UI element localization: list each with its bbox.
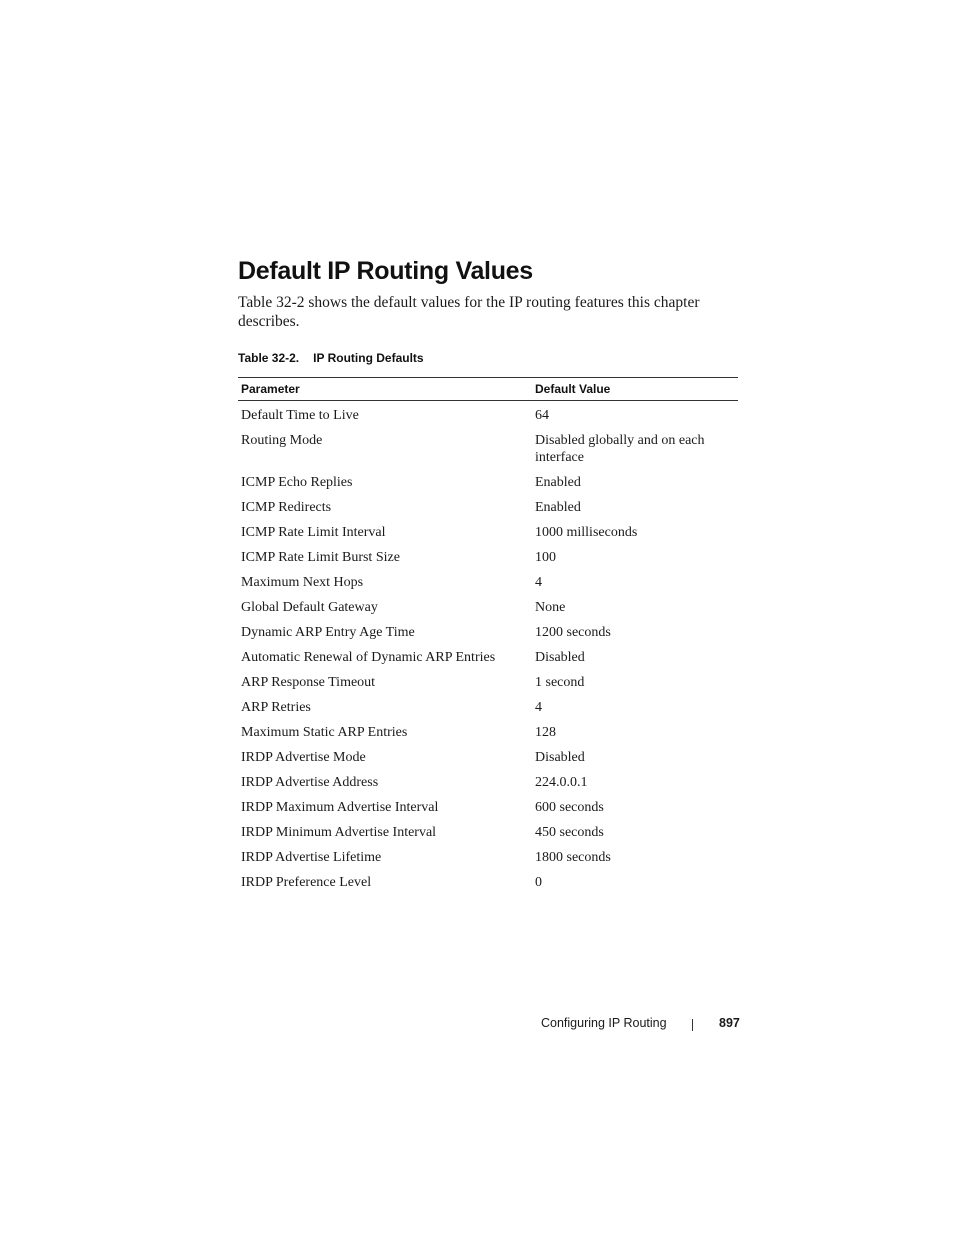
table-row bbox=[238, 429, 738, 471]
table-body bbox=[238, 401, 738, 896]
table-row bbox=[238, 596, 738, 621]
table-caption-label: Table 32-2. bbox=[238, 351, 300, 365]
row-parameter: Global Default Gateway bbox=[241, 600, 378, 615]
page-number: 897 bbox=[719, 1016, 740, 1030]
row-parameter: IRDP Preference Level bbox=[241, 875, 372, 890]
header-parameter: Parameter bbox=[241, 382, 300, 396]
header-default-value: Default Value bbox=[535, 382, 611, 396]
row-parameter: IRDP Advertise Lifetime bbox=[241, 850, 382, 865]
table-row bbox=[238, 846, 738, 871]
table-row bbox=[238, 621, 738, 646]
row-parameter: ICMP Rate Limit Interval bbox=[241, 525, 386, 540]
table-row bbox=[238, 496, 738, 521]
row-default-value: 4 bbox=[535, 700, 542, 715]
table-row bbox=[238, 696, 738, 721]
row-parameter: IRDP Minimum Advertise Interval bbox=[241, 825, 437, 840]
table-row bbox=[238, 746, 738, 771]
row-default-value: 64 bbox=[535, 408, 549, 423]
row-parameter: IRDP Advertise Address bbox=[241, 775, 379, 790]
row-default-value: 0 bbox=[535, 875, 542, 890]
row-parameter: ICMP Redirects bbox=[241, 500, 332, 515]
table-header bbox=[238, 377, 738, 401]
row-parameter: ICMP Rate Limit Burst Size bbox=[241, 550, 400, 565]
row-default-value: Disabled bbox=[535, 650, 585, 665]
row-default-value: Disabled bbox=[535, 750, 585, 765]
row-default-value: None bbox=[535, 600, 566, 615]
table-row bbox=[238, 796, 738, 821]
row-default-value: Enabled bbox=[535, 475, 581, 490]
row-parameter: Maximum Next Hops bbox=[241, 575, 364, 590]
row-parameter: Routing Mode bbox=[241, 433, 323, 448]
row-default-value: Disabled globally and on each interface bbox=[535, 433, 705, 465]
table-row bbox=[238, 721, 738, 746]
row-default-value: 128 bbox=[535, 725, 556, 740]
table-row bbox=[238, 771, 738, 796]
row-parameter: ARP Response Timeout bbox=[241, 675, 376, 690]
row-parameter: Dynamic ARP Entry Age Time bbox=[241, 625, 415, 640]
table-row bbox=[238, 871, 738, 896]
table-row bbox=[238, 821, 738, 846]
row-default-value: 100 bbox=[535, 550, 556, 565]
row-default-value: 4 bbox=[535, 575, 542, 590]
row-default-value: 1200 seconds bbox=[535, 625, 611, 640]
row-parameter: ARP Retries bbox=[241, 700, 311, 715]
table-caption-title: IP Routing Defaults bbox=[313, 351, 424, 365]
row-default-value: 450 seconds bbox=[535, 825, 604, 840]
table-row bbox=[238, 404, 738, 429]
table-row bbox=[238, 671, 738, 696]
page-footer bbox=[541, 1015, 741, 1035]
table-row bbox=[238, 521, 738, 546]
row-parameter: Maximum Static ARP Entries bbox=[241, 725, 408, 740]
table-caption bbox=[238, 350, 424, 366]
row-parameter: ICMP Echo Replies bbox=[241, 475, 353, 490]
table-row bbox=[238, 571, 738, 596]
ip-routing-defaults-table bbox=[238, 377, 738, 896]
row-parameter: Default Time to Live bbox=[241, 408, 359, 423]
row-parameter: IRDP Advertise Mode bbox=[241, 750, 366, 765]
row-default-value: 224.0.0.1 bbox=[535, 775, 588, 790]
row-default-value: Enabled bbox=[535, 500, 581, 515]
table-row bbox=[238, 646, 738, 671]
page-title: Default IP Routing Values bbox=[238, 257, 533, 285]
row-parameter: Automatic Renewal of Dynamic ARP Entries bbox=[241, 650, 496, 665]
footer-divider bbox=[692, 1019, 693, 1031]
row-default-value: 1 second bbox=[535, 675, 585, 690]
row-default-value: 600 seconds bbox=[535, 800, 604, 815]
footer-section-title: Configuring IP Routing bbox=[541, 1016, 667, 1030]
table-row bbox=[238, 471, 738, 496]
intro-paragraph: Table 32-2 shows the default values for the IP routing features this chapter describes. bbox=[238, 294, 700, 330]
row-default-value: 1800 seconds bbox=[535, 850, 611, 865]
row-parameter: IRDP Maximum Advertise Interval bbox=[241, 800, 439, 815]
row-default-value: 1000 milliseconds bbox=[535, 525, 638, 540]
table-row bbox=[238, 546, 738, 571]
